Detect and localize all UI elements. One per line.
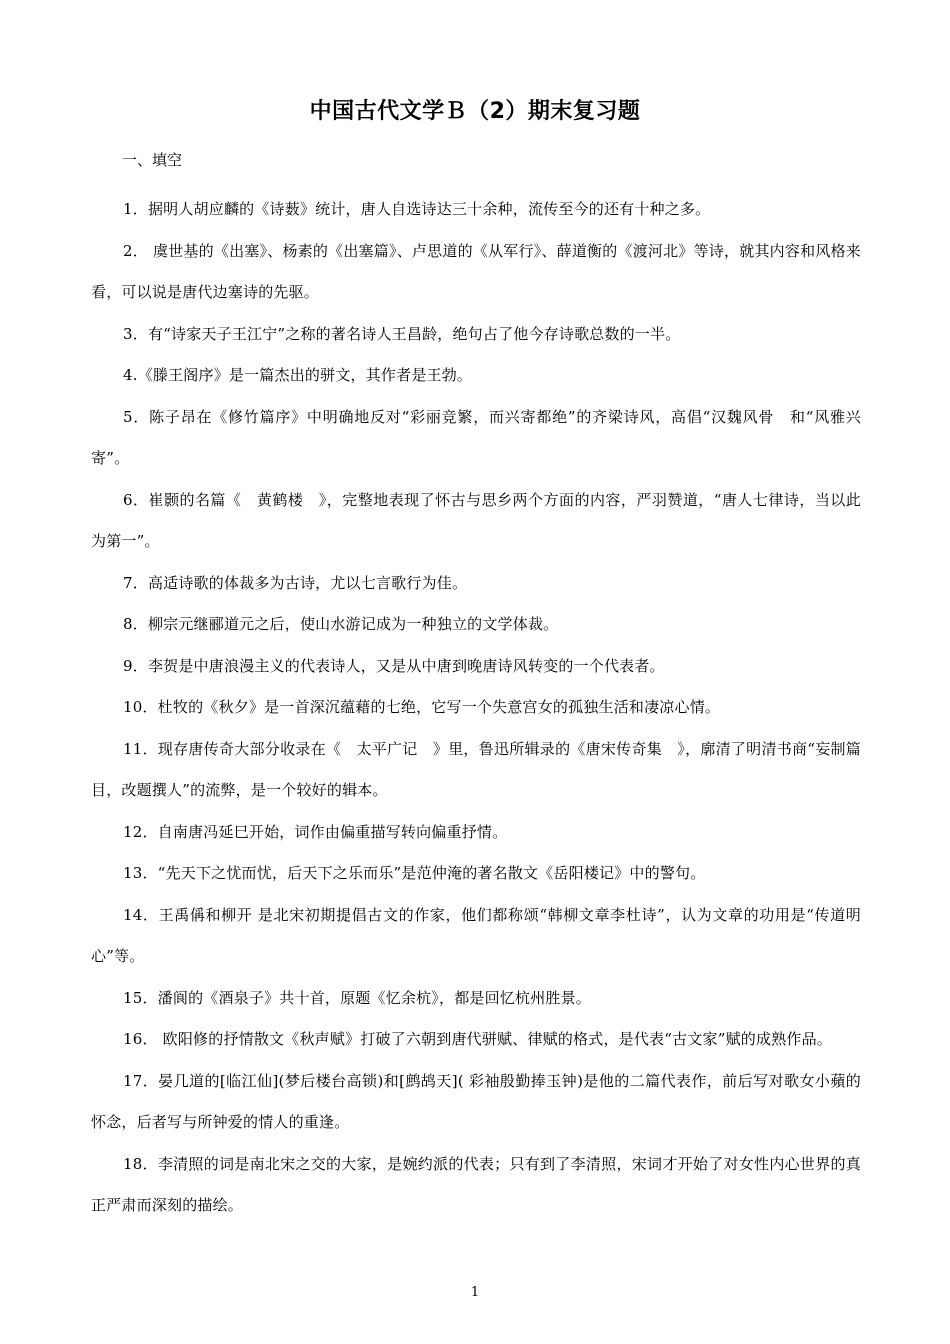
page-number: 1 (470, 1285, 480, 1300)
section-heading: 一、填空 (122, 151, 183, 169)
question-item: 16． 欧阳修的抒情散文《秋声赋》打破了六朝到唐代骈赋、律赋的格式，是代表“古文家”赋的成熟作品。 (123, 1030, 832, 1048)
page-title: 中国古代文学Ｂ（2）期末复习题 (309, 99, 641, 124)
question-item: 12．自南唐冯延巳开始，词作由偏重描写转向偏重抒情。 (123, 822, 508, 841)
question-item: 4.《滕王阁序》是一篇杰出的骈文，其作者是王勃。 (123, 366, 473, 384)
question-item: 9．李贺是中唐浪漫主义的代表诗人，又是从中唐到晚唐诗风转变的一个代表者。 (123, 656, 665, 675)
question-item: 7．高适诗歌的体裁多为古诗，尤以七言歌行为佳。 (123, 573, 468, 592)
question-item: 10．杜牧的《秋夕》是一首深沉蕴藉的七绝，它写一个失意宫女的孤独生活和凄凉心情。 (123, 698, 721, 716)
question-item: 11．现存唐传奇大部分收录在《 太平广记 》里，鲁迅所辑录的《唐宋传奇集 》，廓清了明清书商“妄制篇目，改题撰人”的流弊，是一个较好的辑本。 (91, 739, 861, 799)
question-item: 18．李清照的词是南北宋之交的大家，是婉约派的代表；只有到了李清照，宋词才开始了对女性内心世界的真正严肃而深刻的描绘。 (91, 1154, 861, 1214)
question-item: 14．王禹偁和柳开 是北宋初期提倡古文的作家，他们都称颂“韩柳文章李杜诗”，认为文章的功用是“传道明心”等。 (91, 905, 861, 965)
question-item: 15．潘阆的《酒泉子》共十首，原题《忆余杭》，都是回忆杭州胜景。 (123, 988, 591, 1007)
question-item: 5．陈子昂在《修竹篇序》中明确地反对“彩丽竞繁，而兴寄都绝”的齐梁诗风，高倡“汉魏风骨 和“风雅兴寄”。 (91, 407, 861, 467)
question-item: 8．柳宗元继郦道元之后，使山水游记成为一种独立的文学体裁。 (123, 615, 559, 633)
question-list (91, 189, 861, 1227)
question-item: 2． 虞世基的《出塞》、杨素的《出塞篇》、卢思道的《从军行》、薛道衡的《渡河北》等诗，就其内容和风格来看，可以说是唐代边塞诗的先驱。 (91, 241, 861, 301)
question-item: 13．“先天下之忧而忧，后天下之乐而乐”是范仲淹的著名散文《岳阳楼记》中的警句。 (123, 864, 706, 882)
question-item: 1．据明人胡应麟的《诗薮》统计，唐人自选诗达三十余种，流传至今的还有十种之多。 (123, 200, 711, 218)
question-item: 6．崔颢的名篇《 黄鹤楼 》，完整地表现了怀古与思乡两个方面的内容，严羽赞道，“唐人七律诗，当以此为第一”。 (91, 490, 861, 550)
question-item: 17．晏几道的[临江仙](梦后楼台高锁)和[鹧鸪天]( 彩袖殷勤捧玉钟)是他的二篇代表作，前后写对歌女小蘋的怀念，后者写与所钟爱的情人的重逢。 (91, 1071, 861, 1131)
question-item: 3．有“诗家天子王江宁”之称的著名诗人王昌龄，绝句占了他今存诗歌总数的一半。 (123, 324, 681, 343)
